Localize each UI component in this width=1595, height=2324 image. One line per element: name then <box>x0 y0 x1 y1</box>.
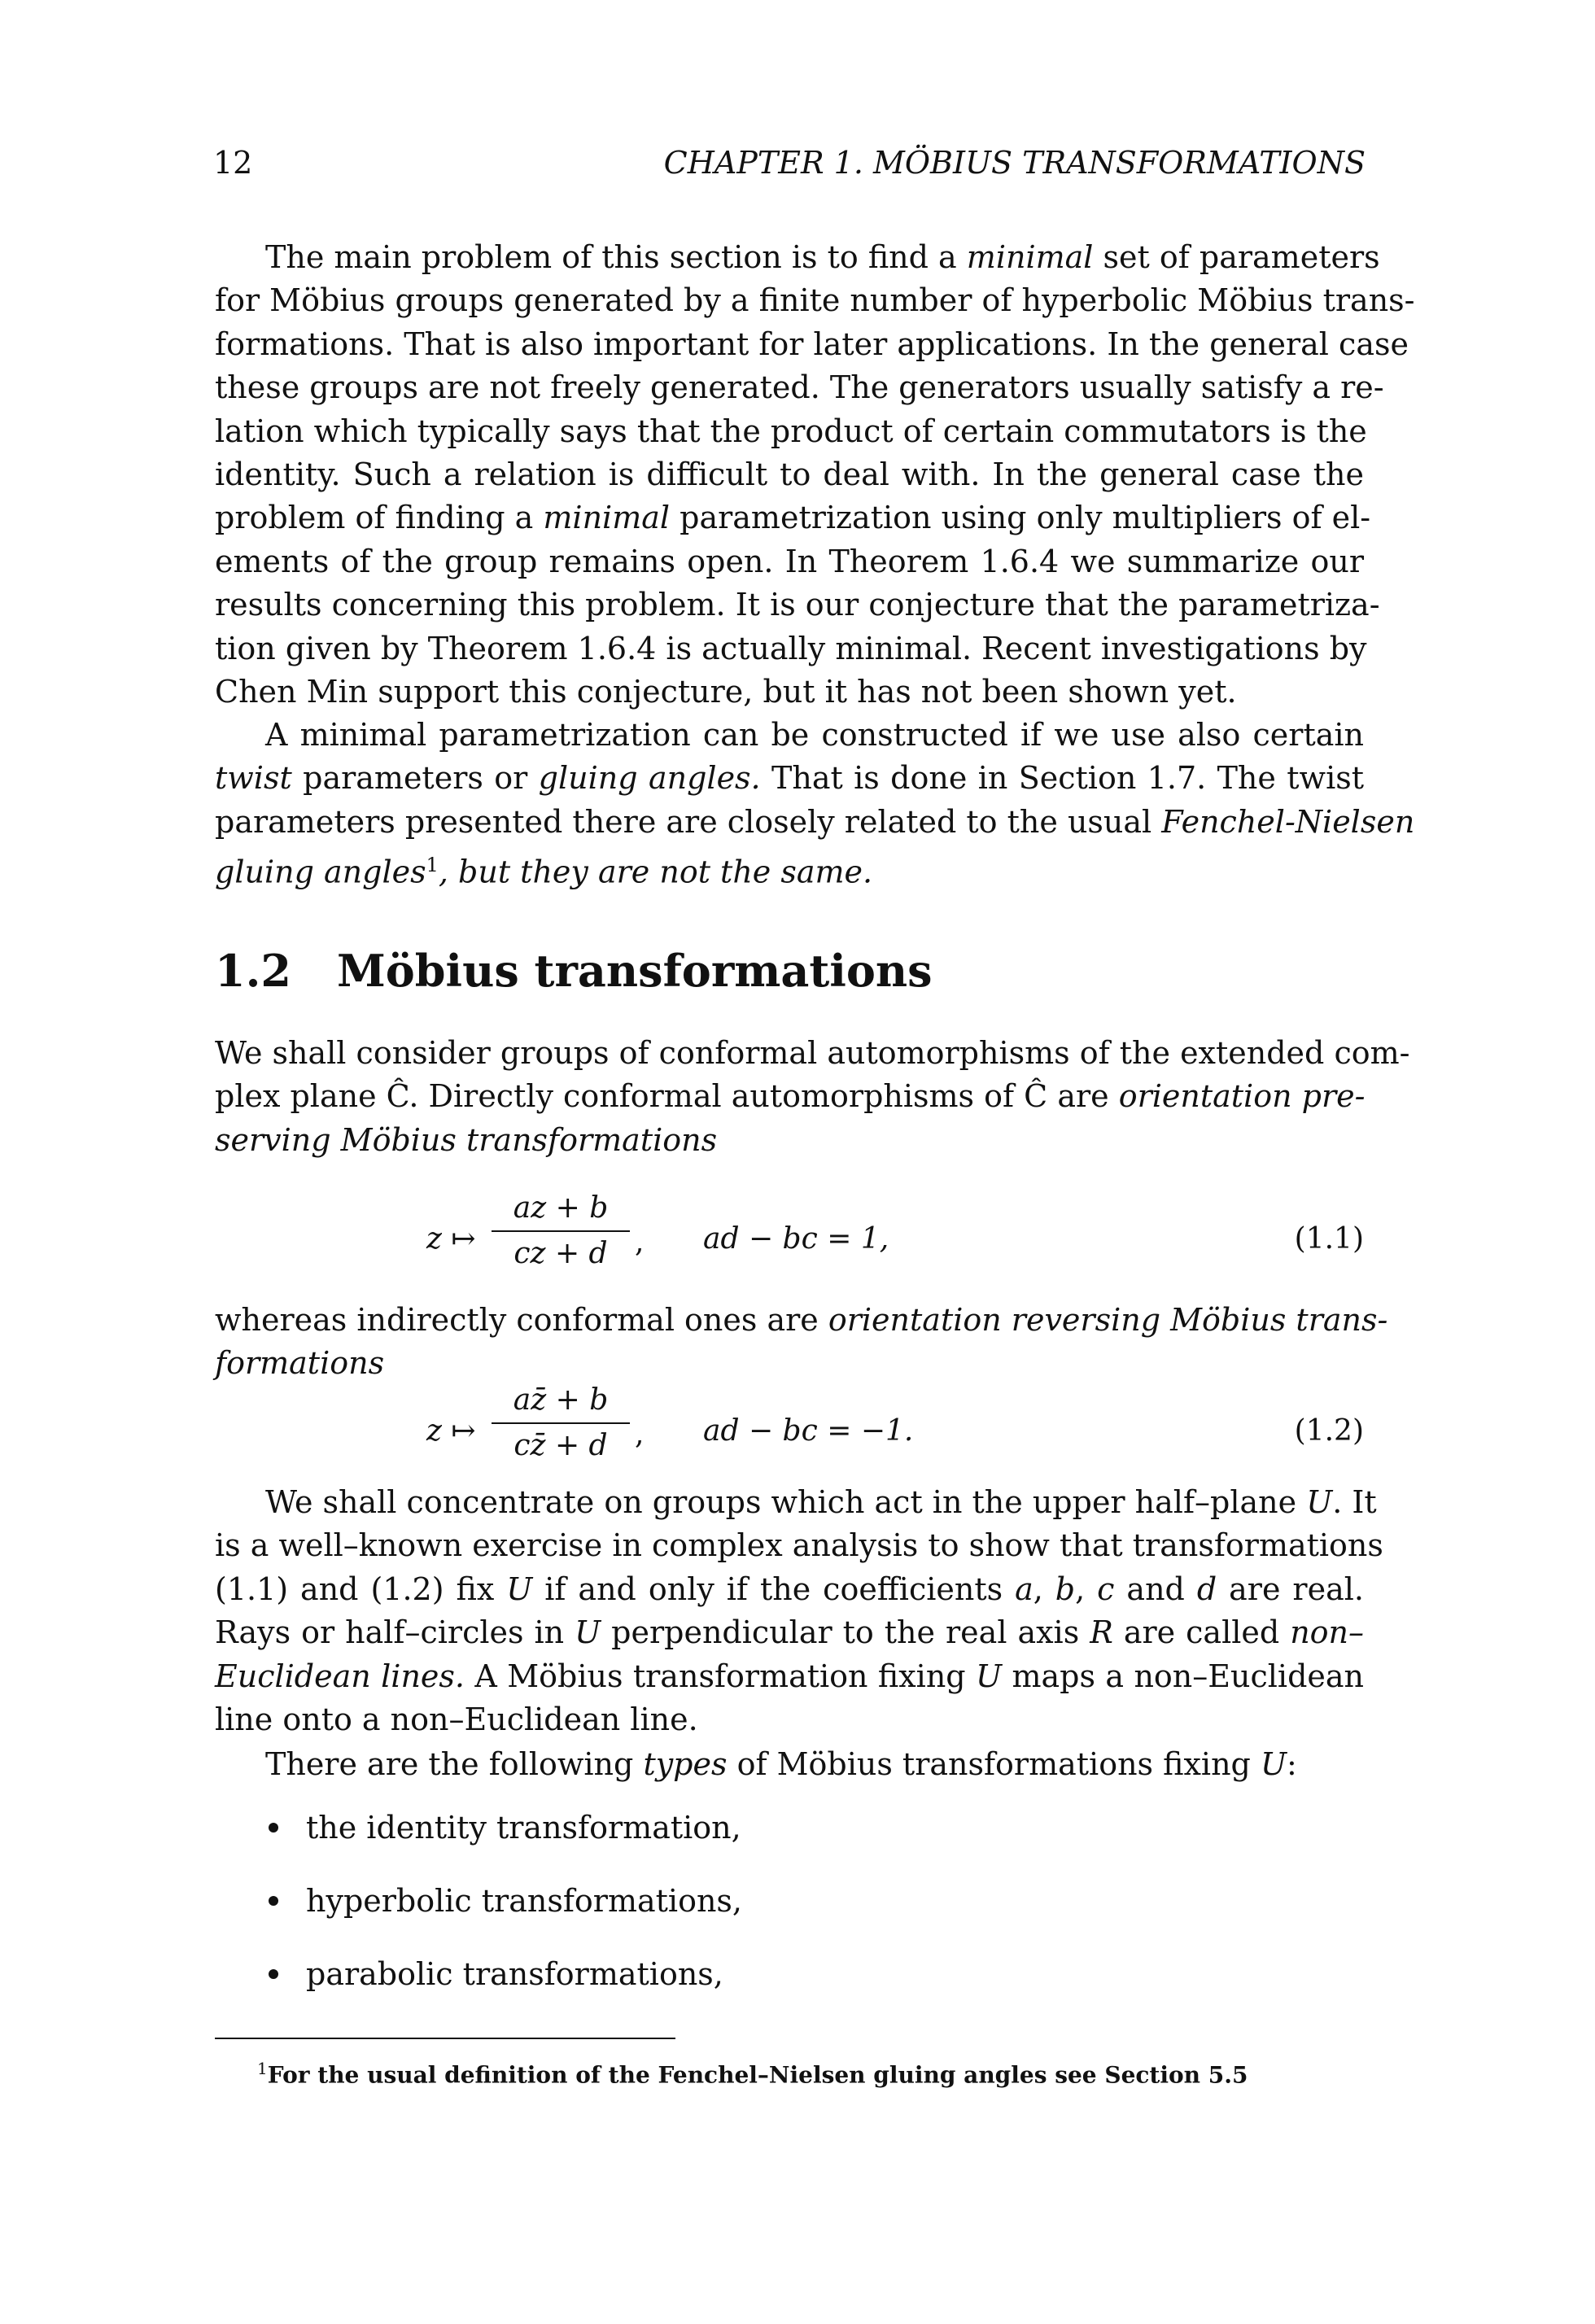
list-item <box>269 1808 1326 1881</box>
text-line <box>215 1743 1364 1786</box>
text-line <box>215 757 1364 800</box>
text-run: A Möbius transformation fixing <box>465 1658 977 1694</box>
text-line <box>215 453 1364 496</box>
bullet-icon <box>269 1896 278 1906</box>
text-run: these groups are not freely generated. The generators usually satisfy a re- <box>215 369 1384 406</box>
equation-lhs: z ↦ <box>426 1222 476 1256</box>
text-run: Chen Min support this conjecture, but it has not been shown yet. <box>215 674 1237 710</box>
equation-condition: ad − bc = −1. <box>703 1414 914 1448</box>
text-run: of Möbius transformations fixing <box>727 1746 1261 1782</box>
section-heading <box>215 942 933 999</box>
text-line <box>215 236 1380 279</box>
bullet-icon <box>269 1823 278 1833</box>
text-line <box>215 1698 1364 1741</box>
emphasis: orientation pre- <box>1118 1078 1366 1115</box>
equation-condition: ad − bc = 1, <box>703 1222 889 1256</box>
text-run: We shall consider groups of conformal automorphisms of the extended com- <box>215 1035 1410 1071</box>
text-line <box>215 801 1415 844</box>
text-line <box>215 627 1367 671</box>
equation-1-2 <box>215 1382 1364 1479</box>
text-run: line onto a non–Euclidean line. <box>215 1702 698 1738</box>
emphasis: formations <box>215 1345 385 1382</box>
emphasis: a <box>1015 1570 1033 1607</box>
emphasis: twist <box>215 760 292 797</box>
fraction <box>492 1190 630 1273</box>
text-line <box>215 1568 1364 1611</box>
text-run: for Möbius groups generated by a finite number of hyperbolic Möbius trans- <box>215 282 1415 319</box>
text-line <box>215 1342 1364 1385</box>
list-item <box>269 1955 1326 2028</box>
emphasis: U <box>575 1614 601 1651</box>
equation-label: (1.1) <box>1294 1222 1364 1256</box>
text-line <box>215 714 1364 757</box>
emphasis: d <box>1196 1570 1217 1607</box>
paragraph <box>215 1299 1388 1386</box>
footnote-marker: 1 <box>257 2059 268 2078</box>
text-line <box>215 1524 1383 1567</box>
emphasis: U <box>976 1658 1003 1694</box>
text-line <box>215 1481 1377 1524</box>
text-run: : <box>1286 1746 1297 1782</box>
section-title: Möbius transformations <box>337 945 933 997</box>
footnote-text: For the usual definition of the Fenchel–Nielsen gluing angles see Section 5.5 <box>267 2061 1248 2089</box>
text-line <box>215 366 1384 409</box>
text-run: There are the following <box>265 1746 644 1782</box>
text-run: perpendicular to the real axis <box>601 1614 1090 1651</box>
bullet-icon <box>269 1969 278 1979</box>
text-run: parameters or <box>291 760 539 797</box>
emphasis: U <box>1306 1484 1333 1520</box>
emphasis: types <box>643 1746 728 1782</box>
text-run: are real. <box>1217 1570 1364 1607</box>
text-run: , <box>1033 1570 1055 1607</box>
text-run: A minimal parametrization can be constructed if we use also certain <box>265 717 1364 753</box>
text-run: whereas indirectly conformal ones are <box>215 1302 828 1338</box>
paragraph <box>215 714 1415 894</box>
emphasis: Fenchel-Nielsen <box>1161 803 1415 840</box>
text-run: ements of the group remains open. In Theorem 1.6.4 we summarize our <box>215 543 1364 579</box>
paragraph-body-2 <box>215 1299 1388 1386</box>
emphasis: , but they are not the same. <box>438 854 873 890</box>
text-run: , <box>1075 1570 1098 1607</box>
emphasis: minimal <box>543 500 671 536</box>
paragraph <box>215 1481 1383 1741</box>
text-run: We shall concentrate on groups which act in the upper half–plane <box>265 1484 1307 1520</box>
paragraph <box>215 1743 1364 1786</box>
text-line <box>215 279 1415 322</box>
footnote-reference: 1 <box>426 854 439 877</box>
chapter-title: CHAPTER 1. MÖBIUS TRANSFORMATIONS <box>663 145 1366 181</box>
emphasis: U <box>506 1570 533 1607</box>
text-run: if and only if the coefficients <box>532 1570 1016 1607</box>
text-line <box>215 1032 1410 1075</box>
emphasis: R <box>1090 1614 1113 1651</box>
text-run: problem of finding a <box>215 500 544 536</box>
list-item-text: parabolic transformations, <box>306 1956 723 1992</box>
text-line <box>215 1075 1364 1118</box>
text-line <box>215 844 1364 894</box>
text-run: are called <box>1112 1614 1291 1651</box>
paragraph-body-4 <box>215 1743 1364 1786</box>
fraction-bar <box>492 1422 630 1424</box>
text-run: parameters presented there are closely related to the usual <box>215 803 1162 840</box>
equation-comma: , <box>635 1225 645 1259</box>
text-run: results concerning this problem. It is our conjecture that the parametriza- <box>215 587 1380 623</box>
emphasis: gluing angles. <box>538 760 761 797</box>
emphasis: b <box>1055 1570 1076 1607</box>
text-run: and <box>1114 1570 1197 1607</box>
text-run: formations. That is also important for later applications. In the general case <box>215 325 1409 362</box>
text-line <box>215 323 1409 366</box>
text-run: maps a non–Euclidean <box>1002 1658 1365 1694</box>
equation-lhs: z ↦ <box>426 1414 476 1448</box>
footnote-rule <box>215 2038 675 2039</box>
emphasis: Euclidean lines. <box>215 1658 465 1694</box>
emphasis: orientation reversing Möbius trans- <box>828 1302 1388 1338</box>
text-run: That is done in Section 1.7. The twist <box>760 760 1364 797</box>
equation-1-1 <box>215 1190 1364 1287</box>
list-item-text: the identity transformation, <box>306 1810 741 1846</box>
text-line <box>215 1655 1364 1698</box>
text-run: parametrization using only multipliers of el- <box>670 500 1371 536</box>
list-item-text: hyperbolic transformations, <box>306 1883 743 1919</box>
text-run: is a well–known exercise in complex analysis to show that transformations <box>215 1527 1383 1564</box>
denominator: cz̄ + d <box>513 1429 608 1462</box>
text-line <box>215 1299 1388 1342</box>
paragraph-intro-2 <box>215 714 1415 894</box>
denominator: cz + d <box>513 1237 608 1270</box>
section-number: 1.2 <box>215 945 291 997</box>
text-line <box>215 410 1367 453</box>
equation-label: (1.2) <box>1294 1414 1364 1448</box>
text-run: plex plane Ĉ. Directly conformal automorphisms of Ĉ are <box>215 1078 1119 1115</box>
bullet-list <box>269 1808 1326 2028</box>
paragraph-body-1 <box>215 1032 1410 1162</box>
text-line <box>215 583 1380 627</box>
page-number: 12 <box>213 145 253 181</box>
numerator: az̄ + b <box>513 1383 609 1417</box>
equation-comma: , <box>635 1418 645 1451</box>
fraction <box>492 1382 630 1465</box>
emphasis: minimal <box>966 239 1094 275</box>
text-run: identity. Such a relation is difficult to deal with. In the general case the <box>215 456 1364 493</box>
paragraph-body-3 <box>215 1481 1383 1741</box>
fraction-bar <box>492 1230 630 1232</box>
emphasis: c <box>1097 1570 1115 1607</box>
text-line <box>215 1119 1364 1162</box>
paragraph <box>215 236 1415 714</box>
text-run: The main problem of this section is to find a <box>265 239 967 275</box>
text-run: (1.1) and (1.2) fix <box>215 1570 507 1607</box>
text-line <box>215 496 1371 540</box>
list-item <box>269 1881 1326 1955</box>
text-run: lation which typically says that the product of certain commutators is the <box>215 413 1367 449</box>
emphasis: serving Möbius transformations <box>215 1121 718 1158</box>
text-line <box>215 1611 1364 1654</box>
text-run: tion given by Theorem 1.6.4 is actually minimal. Recent investigations by <box>215 630 1367 666</box>
emphasis: non– <box>1290 1614 1365 1651</box>
emphasis: gluing angles <box>215 854 426 890</box>
numerator: az + b <box>513 1191 609 1225</box>
text-line <box>215 540 1364 583</box>
paragraph-intro-1 <box>215 236 1415 714</box>
text-run: Rays or half–circles in <box>215 1614 575 1651</box>
paragraph <box>215 1032 1410 1162</box>
emphasis: U <box>1260 1746 1287 1782</box>
footnote <box>257 2052 1248 2091</box>
text-run: set of parameters <box>1093 239 1380 275</box>
text-line <box>215 671 1364 714</box>
text-run: . It <box>1332 1484 1377 1520</box>
